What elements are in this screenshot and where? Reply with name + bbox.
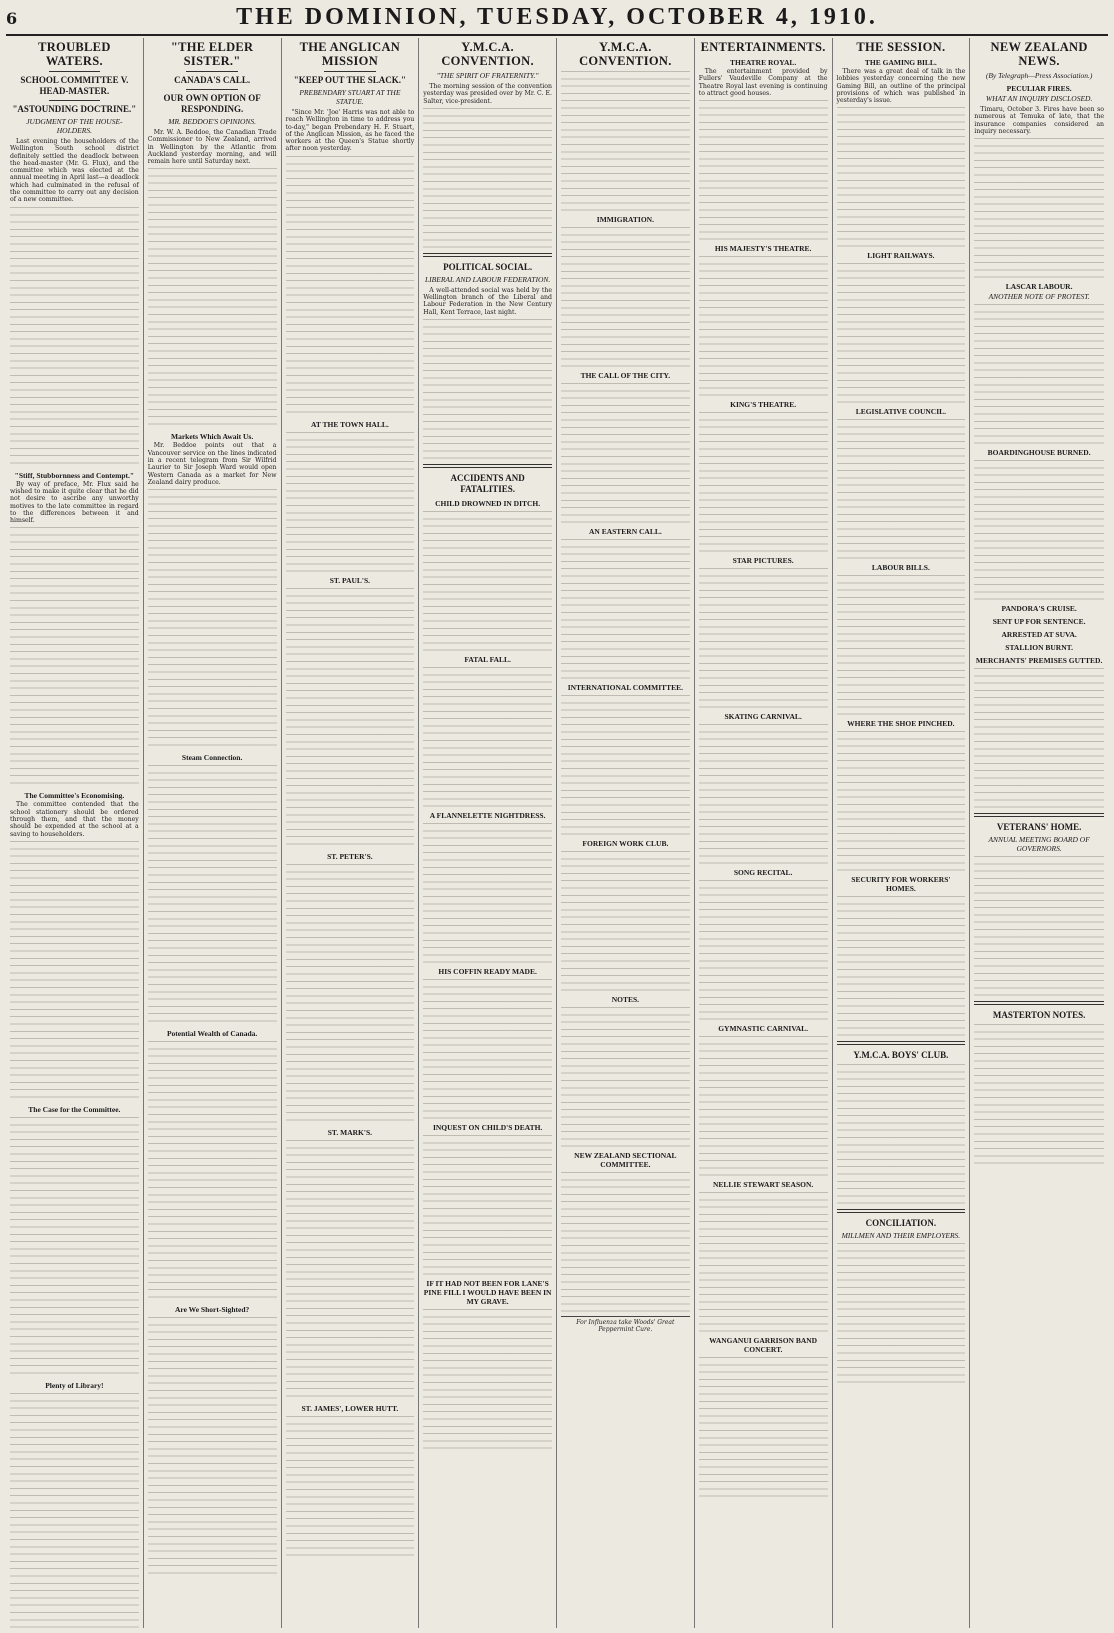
- text-block: [699, 1357, 828, 1497]
- text-block: [423, 979, 552, 1119]
- article-heading: ENTERTAINMENTS.: [700, 40, 826, 54]
- section-heading: AN EASTERN CALL.: [589, 527, 662, 536]
- text-block: [837, 1243, 966, 1383]
- article-paragraph: There was a great deal of talk in the lobbies yesterday concerning the new Gaming Bill, an outline of the principal provisions of which was published in yesterday's issue.: [836, 68, 966, 105]
- news-credit: (By Telegraph—Press Association.): [985, 71, 1093, 80]
- section-heading: ARRESTED AT SUVA.: [1001, 630, 1077, 640]
- section-heading: PECULIAR FIRES.: [1006, 84, 1072, 93]
- text-block: [974, 1024, 1104, 1164]
- section-heading: BOARDINGHOUSE BURNED.: [987, 448, 1091, 458]
- section-heading: FATAL FALL.: [464, 655, 511, 665]
- section-heading: NEW ZEALAND SECTIONAL COMMITTEE.: [574, 1151, 677, 1169]
- section-heading: SECURITY FOR WORKERS' HOMES.: [851, 875, 951, 894]
- article-subheading: "ASTOUNDING DOCTRINE.": [12, 104, 137, 114]
- section-heading: INTERNATIONAL COMMITTEE.: [567, 683, 684, 692]
- article-heading: VETERANS' HOME.: [996, 822, 1082, 833]
- article-paragraph: The committee contended that the school stationery should be ordered through them, and that the money should be expended at the school at a saving to householders.: [10, 801, 139, 838]
- section-heading: IMMIGRATION.: [596, 215, 654, 224]
- article-heading: ACCIDENTS AND FATALITIES.: [450, 473, 525, 495]
- text-block: [561, 1007, 690, 1147]
- section-heading: The Case for the Committee.: [28, 1104, 121, 1114]
- text-block: [561, 1172, 690, 1312]
- columns: [6, 38, 1108, 1628]
- section-heading: Are We Short-Sighted?: [174, 1305, 250, 1315]
- section-heading: PANDORA'S CRUISE.: [1001, 604, 1077, 614]
- article-heading: "THE ELDER SISTER.": [170, 40, 254, 68]
- text-block: [423, 108, 552, 248]
- section-heading: GYMNASTIC CARNIVAL.: [718, 1024, 809, 1034]
- article-subheading: JUDGMENT OF THE HOUSE-HOLDERS.: [26, 117, 123, 135]
- text-block: [561, 851, 690, 991]
- section-heading: ST. JAMES', LOWER HUTT.: [301, 1403, 399, 1413]
- page-number: 6: [6, 9, 18, 28]
- text-block: [699, 724, 828, 864]
- text-block: [699, 568, 828, 708]
- article-subheading: "THE SPIRIT OF FRATERNITY.": [436, 71, 539, 80]
- section-heading: WANGANUI GARRISON BAND CONCERT.: [709, 1336, 818, 1355]
- article-subheading: ANOTHER NOTE OF PROTEST.: [988, 292, 1090, 302]
- newspaper-title: THE DOMINION, TUESDAY, OCTOBER 4, 1910.: [236, 4, 878, 30]
- text-block: [699, 1036, 828, 1176]
- article-heading: CONCILIATION.: [865, 1218, 937, 1229]
- section-heading: AT THE TOWN HALL.: [311, 419, 389, 429]
- section-heading: CHILD DROWNED IN DITCH.: [435, 499, 541, 509]
- text-block: [837, 1064, 966, 1204]
- text-block: [837, 107, 966, 247]
- article-subheading: CANADA'S CALL.: [174, 75, 251, 85]
- text-block: [699, 880, 828, 1020]
- text-block: [837, 575, 966, 715]
- text-block: [699, 100, 828, 240]
- text-block: [561, 539, 690, 679]
- article-heading: THE ANGLICAN MISSION: [299, 40, 401, 68]
- section-heading: The Committee's Economising.: [24, 791, 125, 801]
- article-paragraph: "Since Mr. 'Joe' Harris was not able to reach Wellington in time to address you to-day," began Prebendary H. F. Stuart, of the Anglican Mission, as he faced the workers at the Queen's Statue shortly after noon yesterday.: [285, 109, 415, 153]
- article-subheading: "KEEP OUT THE SLACK.": [293, 75, 406, 85]
- column-1: [6, 38, 144, 1628]
- article-heading: NEW ZEALAND NEWS.: [990, 40, 1088, 68]
- article-subheading: LIBERAL AND LABOUR FEDERATION.: [424, 274, 551, 284]
- article-subheading: OUR OWN OPTION OF RESPONDING.: [163, 93, 261, 114]
- section-heading: HIS COFFIN READY MADE.: [438, 967, 537, 977]
- text-block: [561, 71, 690, 211]
- article-paragraph: By way of preface, Mr. Flux said he wished to make it quite clear that he did not desire to ascribe any unworthy motives to the late committee in regard to the differences between it and himself.: [10, 480, 139, 525]
- section-heading: A FLANNELETTE NIGHTDRESS.: [429, 811, 546, 821]
- text-block: [286, 588, 415, 848]
- text-block: [837, 896, 966, 1036]
- text-block: [10, 207, 139, 467]
- text-block: [974, 138, 1104, 278]
- article-heading: POLITICAL SOCIAL.: [443, 261, 533, 272]
- article-heading: THE SESSION.: [856, 40, 946, 54]
- section-heading: FOREIGN WORK CLUB.: [582, 839, 669, 848]
- text-block: [974, 856, 1104, 996]
- section-heading: LEGISLATIVE COUNCIL.: [855, 407, 947, 417]
- section-heading: STALLION BURNT.: [1005, 643, 1073, 653]
- column-3: [282, 38, 420, 1628]
- section-heading: STAR PICTURES.: [732, 556, 794, 566]
- section-heading: LIGHT RAILWAYS.: [867, 251, 935, 261]
- article-heading: Y.M.C.A. CONVENTION.: [441, 40, 534, 68]
- text-block: [423, 667, 552, 807]
- section-heading: Potential Wealth of Canada.: [166, 1029, 258, 1039]
- text-block: [148, 168, 277, 428]
- column-2: [144, 38, 282, 1628]
- section-heading: NELLIE STEWART SEASON.: [712, 1180, 814, 1190]
- text-block: [148, 1041, 277, 1301]
- text-block: [699, 256, 828, 396]
- section-heading: NOTES.: [611, 995, 640, 1004]
- text-block: [699, 412, 828, 552]
- text-block: [148, 489, 277, 749]
- section-heading: Markets Which Await Us.: [171, 432, 254, 442]
- text-block: [561, 227, 690, 367]
- article-subheading: ANNUAL MEETING BOARD OF GOVERNORS.: [988, 835, 1090, 854]
- section-heading: SONG RECITAL.: [733, 868, 793, 878]
- text-block: [561, 695, 690, 835]
- column-4: [419, 38, 557, 1628]
- text-block: [974, 304, 1104, 444]
- text-block: [10, 1393, 139, 1628]
- text-block: [837, 731, 966, 871]
- section-heading: LABOUR BILLS.: [871, 563, 930, 573]
- section-heading: KING'S THEATRE.: [730, 400, 797, 410]
- text-block: [974, 668, 1104, 808]
- article-subheading: MR. BEDDOE'S OPINIONS.: [168, 117, 257, 126]
- column-8: [970, 38, 1108, 1628]
- text-block: [148, 765, 277, 1025]
- article-heading: TROUBLED WATERS.: [38, 40, 111, 68]
- section-heading: SENT UP FOR SENTENCE.: [992, 617, 1086, 627]
- text-block: [423, 823, 552, 963]
- text-block: [423, 1309, 552, 1449]
- text-block: [837, 419, 966, 559]
- text-block: [286, 864, 415, 1124]
- text-block: [148, 1317, 277, 1577]
- text-block: [423, 511, 552, 651]
- article-heading: Y.M.C.A. BOYS' CLUB.: [853, 1050, 949, 1061]
- section-heading: THE CALL OF THE CITY.: [580, 371, 671, 380]
- text-block: [286, 1416, 415, 1556]
- text-block: [286, 1140, 415, 1400]
- text-block: [10, 1117, 139, 1377]
- text-block: [423, 319, 552, 459]
- article-heading: Y.M.C.A. CONVENTION.: [579, 40, 672, 68]
- section-heading: INQUEST ON CHILD'S DEATH.: [432, 1123, 543, 1133]
- column-7: [833, 38, 971, 1628]
- text-block: [837, 263, 966, 403]
- section-heading: ST. MARK'S.: [327, 1127, 372, 1137]
- column-5: [557, 38, 695, 1628]
- text-block: [10, 527, 139, 787]
- text-block: [974, 460, 1104, 600]
- text-block: [10, 841, 139, 1101]
- article-paragraph: The morning session of the convention yesterday was presided over by Mr. C. E. Salter, vice-president.: [423, 83, 552, 105]
- advertisement: For Influenza take Woods' Great Peppermint Cure.: [561, 1316, 690, 1333]
- advertisement-heading: IF IT HAD NOT BEEN FOR LANE'S PINE FILL I WOULD HAVE BEEN IN MY GRAVE.: [423, 1279, 552, 1307]
- section-heading: SKATING CARNIVAL.: [724, 712, 802, 722]
- section-heading: ST. PETER'S.: [327, 851, 373, 861]
- article-subheading: WHAT AN INQUIRY DISCLOSED.: [985, 94, 1093, 103]
- text-block: [286, 432, 415, 572]
- section-heading: HIS MAJESTY'S THEATRE.: [714, 244, 812, 254]
- section-heading: "Stiff, Stubbornness and Contempt.": [14, 470, 135, 480]
- article-heading: MASTERTON NOTES.: [992, 1010, 1086, 1021]
- article-paragraph: Mr. Beddoe points out that a Vancouver service on the lines indicated in a recent telegram from Sir Wilfrid Laurier to Sir Joseph Ward would open Western Canada as a market for New Zealand dairy produce.: [147, 442, 277, 486]
- section-heading: LASCAR LABOUR.: [1005, 282, 1073, 292]
- text-block: [561, 383, 690, 523]
- article-paragraph: The entertainment provided by Fullers' Vaudeville Company at the Theatre Royal last evening is continuing to attract good houses.: [698, 68, 828, 97]
- section-heading: WHERE THE SHOE PINCHED.: [847, 719, 955, 729]
- section-heading: THEATRE ROYAL.: [729, 58, 797, 67]
- text-block: [699, 1192, 828, 1332]
- section-heading: Plenty of Library!: [45, 1380, 104, 1390]
- section-heading: MERCHANTS' PREMISES GUTTED.: [975, 656, 1103, 666]
- article-paragraph: Last evening the householders of the Wellington South school district definitely settled the deadlock between the head-master (Mr. G. Flux), and the committee which was elected at the annual meeting in April last—a deadlock which had culminated in the refusal of the committee to carry out any decision of a new committee.: [10, 138, 139, 204]
- article-subheading: MILLMEN AND THEIR EMPLOYERS.: [841, 1231, 961, 1241]
- column-6: [695, 38, 833, 1628]
- section-heading: Steam Connection.: [181, 753, 243, 763]
- article-paragraph: Timaru, October 3. Fires have been so numerous at Temuka of late, that the insurance companies considered an inquiry necessary.: [974, 106, 1104, 135]
- article-subheading: SCHOOL COMMITTEE V. HEAD-MASTER.: [20, 75, 129, 96]
- section-heading: ST. PAUL'S.: [329, 575, 371, 585]
- section-heading: THE GAMING BILL.: [864, 58, 937, 67]
- article-subheading: PREBENDARY STUART AT THE STATUE.: [299, 88, 401, 106]
- article-paragraph: A well-attended social was held by the Wellington branch of the Liberal and Labour Federation in the New Century Hall, Kent Terrace, last night.: [423, 286, 552, 316]
- article-paragraph: Mr. W. A. Beddoe, the Canadian Trade Commissioner to New Zealand, arrived in Wellington by the Atlantic from Auckland yesterday morning, and will remain here until Saturday next.: [147, 129, 277, 166]
- text-block: [286, 156, 415, 416]
- masthead: [6, 4, 1108, 36]
- text-block: [423, 1135, 552, 1275]
